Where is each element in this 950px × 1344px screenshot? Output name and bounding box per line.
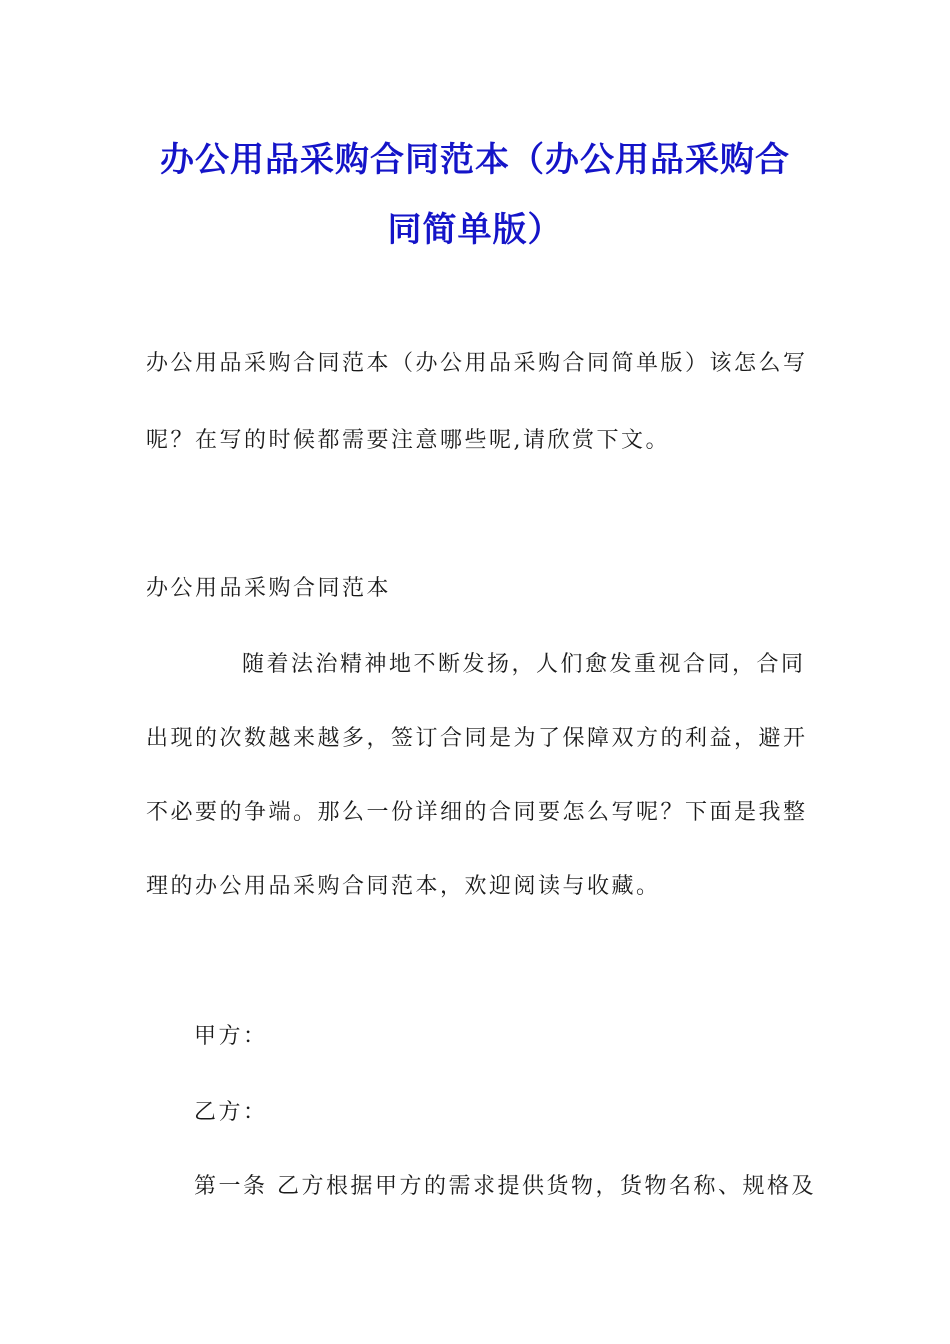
body-line-2: 出现的次数越来越多，签订合同是为了保障双方的利益，避开	[146, 726, 808, 751]
body-line-4: 理的办公用品采购合同范本，欢迎阅读与收藏。	[146, 874, 661, 899]
intro-line-2: 呢？在写的时候都需要注意哪些呢,请欣赏下文。	[146, 428, 670, 453]
section-heading: 办公用品采购合同范本	[146, 576, 392, 601]
party-a-label: 甲方：	[194, 1024, 268, 1049]
document-title-line-1: 办公用品采购合同范本（办公用品采购合	[160, 140, 790, 180]
body-line-1: 随着法治精神地不断发扬，人们愈发重视合同，合同	[242, 652, 806, 677]
party-b-label: 乙方：	[194, 1100, 268, 1125]
body-line-3: 不必要的争端。那么一份详细的合同要怎么写呢？下面是我整	[146, 800, 808, 825]
article-1-line: 第一条 乙方根据甲方的需求提供货物，货物名称、规格及	[194, 1174, 816, 1199]
intro-line-1: 办公用品采购合同范本（办公用品采购合同简单版）该怎么写	[146, 351, 808, 376]
document-title-line-2: 同简单版）	[387, 210, 563, 250]
